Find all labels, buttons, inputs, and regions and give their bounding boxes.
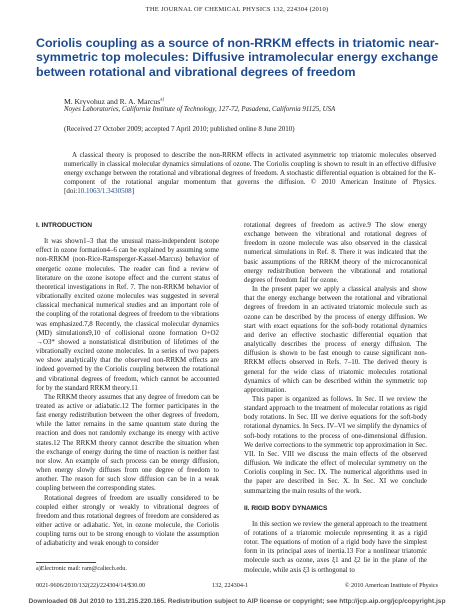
- article-title: Coriolis coupling as a source of non-RRKM effects in triatomic near-symmetric top molecules: Diffusive intramolecular energy exchange between rotational and vibrational degrees of freedom: [36, 36, 439, 79]
- intro-paragraph-1: It was shown1–3 that the unusual mass-independent isotope effect in ozone formation4–6 can be explained by assuming some non-RRKM (non-Rice-Ramsperger-Kassel-Marcus) behavior of energetic ozone molecules. The reader can find a review of literature on the ozone isotope effect and the current status of theoretical investigations in Ref. 7. The non-RRKM behavior of vibrationally excited ozone molecules was suggested in several classical mechanical numerical studies and an important role of the coupling of the rotational degrees of freedom to the vibrations was emphasized.7,8 Recently, the classical molecular dynamics (MD) simulations9,10 of collisional ozone formation O+O2 →O3* showed a nonstatistical distribution of lifetimes of the vibrationally excited ozone molecules. In a series of two papers we show analytically that the observed non-RRKM effects are indeed governed by the Coriolis coupling between the rotational and vibrational degrees of freedom, which cannot be accounted for by the standard RRKM theory.11: [36, 237, 219, 392]
- author-footnote-marker[interactable]: a): [160, 97, 165, 103]
- intro-paragraph-4: rotational degrees of freedom as active.9 The slow energy exchange between the vibrational and rotational degrees of freedom in ozone molecule was also observed in the classical numerical simulations in Ref. 8. There it was indicated that the basic assumptions of the RRKM theory of the microcanonical energy redistribution between the vibrational and rotational degrees of freedom fail for ozone.: [244, 221, 427, 284]
- abstract-text: A classical theory is proposed to describe the non-RRKM effects in activated asymmetric top triatomic molecules observed numerically in classical molecular dynamics simulations of ozone. The Coriolis coupling is shown to result in an effective diffusive energy exchange between the rotational and vibrational degrees of freedom. A stochastic differential equation is obtained for the K-component of the rotational angular momentum that governs the diffusion. © 2010 American Institute of Physics. [doi:: [64, 151, 436, 196]
- left-column: [36, 221, 219, 548]
- author-list: [64, 97, 164, 106]
- footnote-divider: [36, 562, 96, 563]
- doi-link[interactable]: 10.1063/1.3430508: [77, 187, 132, 196]
- author-names: M. Kryvohuz and R. A. Marcus: [64, 97, 161, 106]
- footer-issn: 0021-9606/2010/132(22)/224304/14/$30.00: [36, 582, 146, 589]
- intro-paragraph-6: This paper is organized as follows. In Sec. II we review the standard approach to the treatment of molecular rotations as rigid body rotations. In Sec. III we derive equations for the soft-body rotational dynamics. In Secs. IV–VI we simplify the dynamics of soft-body rotations to the process of one-dimensional diffusion. We derive corrections to the symmetric top approximation in Sec. VII. In Sec. VIII we discuss the main effects of the observed diffusion. We indicate the effect of molecular symmetry on the Coriolis coupling in Sec. IX. The numerical algorithms used in the paper are described in Sec. X. In Sec. XI we conclude summarizing the main results of the work.: [244, 394, 427, 495]
- received-dates: (Received 27 October 2009; accepted 7 April 2010; published online 8 June 2010): [64, 125, 295, 133]
- abstract: [64, 151, 436, 196]
- journal-running-header: THE JOURNAL OF CHEMICAL PHYSICS 132, 224304 (2010): [145, 6, 329, 13]
- abstract-closing-bracket: ]: [131, 187, 135, 196]
- footer-page-number: 132, 224304-1: [212, 582, 249, 589]
- intro-paragraph-5: In the present paper we apply a classical analysis and show that the energy exchange between the rotational and vibrational degrees of freedom in an activated triatomic molecule such as ozone can be described by the process of energy diffusion. We start with exact equations for the soft-body rotational dynamics and derive an effective stochastic differential equation that analytically describes the process of energy diffusion. The diffusion is shown to be fast enough to cause significant non-RRKM effects observed in Refs. 7–10. The derived theory is general for the wide class of triatomic molecules rotational dynamics of which can be described within the symmetric top approximation.: [244, 285, 427, 394]
- author-email-footnote: a)Electronic mail: ram@caltech.edu.: [36, 565, 127, 572]
- intro-paragraph-2: The RRKM theory assumes that any degree of freedom can be treated as active or adiabatic.12 The former participates in the fast energy redistribution between the other degrees of freedom, while the latter remains in the same quantum state during the reaction and does not randomly exchange its energy with active states.12 The RRKM theory cannot describe the situation when the exchange of energy during the time of reaction is neither fast nor slow. An example of such process can be energy diffusion, when energy slowly diffuses from one degree of freedom to another. The reason for such slow diffusion can be in a weak coupling between the corresponding states.: [36, 392, 219, 493]
- section-heading-introduction: I. INTRODUCTION: [36, 222, 93, 229]
- footer-copyright: © 2010 American Institute of Physics: [344, 582, 438, 589]
- section-heading-rigid-body: II. RIGID BODY DYNAMICS: [244, 504, 328, 512]
- right-column: [244, 221, 427, 575]
- author-affiliation: Noyes Laboratories, California Institute of Technology, 127-72, Pasadena, California 91125, USA: [64, 106, 336, 113]
- download-notice: Downloaded 08 Jul 2010 to 131.215.220.165. Redistribution subject to AIP license or copyright; see http://jcp.aip.org/jcp/copyright.jsp: [28, 598, 446, 605]
- rigid-body-paragraph-1: In this section we review the general approach to the treatment of rotations of a triatomic molecule representing it as a rigid rotor. The equations of motion of a rigid body have the simplest form in its principal axes of inertia.13 For a nonlinear triatomic molecule such as ozone, axes ξ1 and ξ2 lie in the plane of the molecule, while axis ξ3 is orthogonal to: [244, 519, 427, 574]
- intro-paragraph-3: Rotational degrees of freedom are usually considered to be coupled either strongly or weakly to vibrational degrees of freedom and thus rotational degrees of freedom are considered as either active or adiabatic. Yet, in ozone molecule, the Coriolis coupling turns out to be strong enough to violate the assumption of adiabaticity and weak enough to consider: [36, 493, 219, 548]
